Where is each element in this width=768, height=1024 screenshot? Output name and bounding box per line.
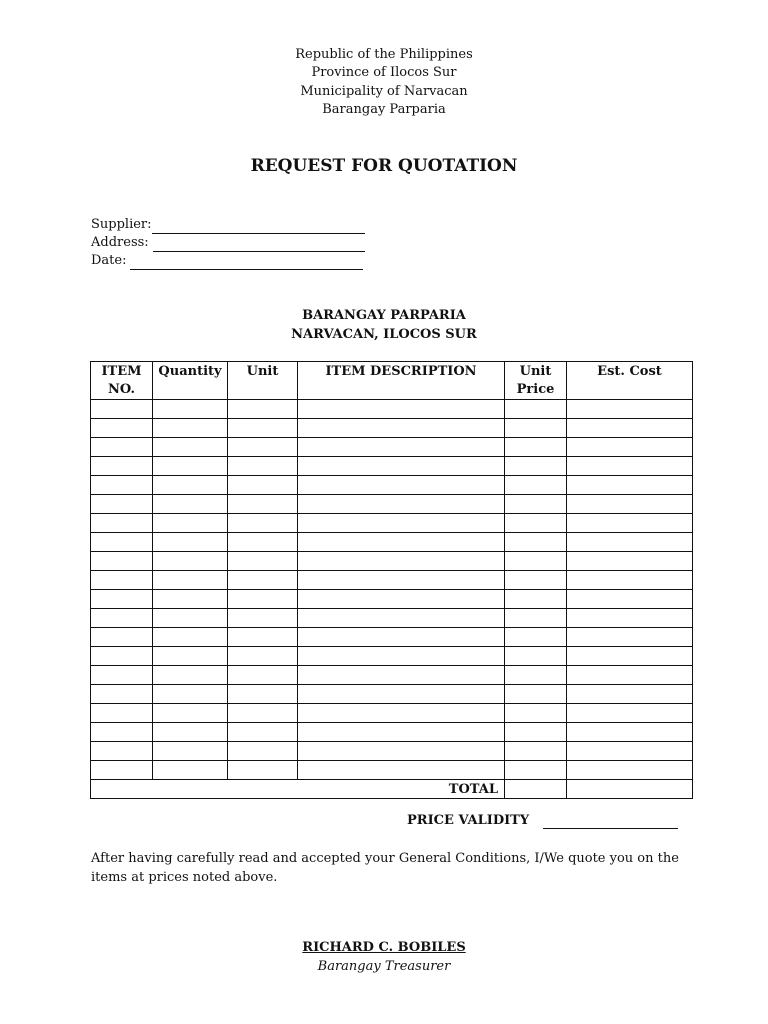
table-row [91, 761, 693, 780]
item-description-cell[interactable] [298, 438, 505, 457]
est-cost-cell[interactable] [567, 438, 693, 457]
unit-price-cell[interactable] [505, 761, 567, 780]
table-row [91, 533, 693, 552]
item-no-cell[interactable] [91, 552, 153, 571]
est-cost-cell[interactable] [567, 419, 693, 438]
table-row [91, 628, 693, 647]
table-row [91, 400, 693, 419]
item-description-cell[interactable] [298, 571, 505, 590]
unit-price-cell[interactable] [505, 590, 567, 609]
est-cost-cell[interactable] [567, 628, 693, 647]
quantity-cell[interactable] [153, 457, 228, 476]
item-no-cell[interactable] [91, 628, 153, 647]
est-cost-cell[interactable] [567, 723, 693, 742]
unit-cell[interactable] [228, 628, 298, 647]
item-description-cell[interactable] [298, 533, 505, 552]
address-line [153, 237, 365, 252]
item-no-cell[interactable] [91, 666, 153, 685]
supplier-label: Supplier: [91, 217, 152, 232]
unit-cell[interactable] [228, 533, 298, 552]
quantity-cell[interactable] [153, 761, 228, 780]
quantity-cell[interactable] [153, 438, 228, 457]
item-description-cell[interactable] [298, 609, 505, 628]
table-row [91, 609, 693, 628]
est-cost-cell[interactable] [567, 761, 693, 780]
item-no-cell[interactable] [91, 723, 153, 742]
table-row [91, 685, 693, 704]
item-description-cell[interactable] [298, 742, 505, 761]
unit-price-cell[interactable] [505, 704, 567, 723]
item-description-cell[interactable] [298, 647, 505, 666]
est-cost-cell[interactable] [567, 590, 693, 609]
item-no-cell[interactable] [91, 685, 153, 704]
item-no-cell[interactable] [91, 742, 153, 761]
est-cost-cell[interactable] [567, 666, 693, 685]
table-row [91, 495, 693, 514]
unit-cell[interactable] [228, 742, 298, 761]
signatory-title: Barangay Treasurer [317, 959, 451, 974]
est-cost-cell[interactable] [567, 704, 693, 723]
est-cost-cell[interactable] [567, 533, 693, 552]
item-no-cell[interactable] [91, 647, 153, 666]
unit-cell[interactable] [228, 457, 298, 476]
item-description-cell[interactable] [298, 552, 505, 571]
item-description-cell[interactable] [298, 761, 505, 780]
total-unit-price-cell[interactable] [505, 780, 567, 799]
address-label: Address: [91, 235, 149, 250]
unit-price-cell[interactable] [505, 495, 567, 514]
quantity-cell[interactable] [153, 514, 228, 533]
quantity-cell[interactable] [153, 685, 228, 704]
quantity-cell[interactable] [153, 476, 228, 495]
unit-price-cell[interactable] [505, 628, 567, 647]
table-row [91, 704, 693, 723]
table-row [91, 666, 693, 685]
est-cost-cell[interactable] [567, 514, 693, 533]
barangay-heading-line2: NARVACAN, ILOCOS SUR [291, 327, 477, 342]
item-no-cell[interactable] [91, 457, 153, 476]
unit-price-cell[interactable] [505, 400, 567, 419]
item-description-cell[interactable] [298, 514, 505, 533]
unit-price-cell[interactable] [505, 552, 567, 571]
unit-price-cell[interactable] [505, 419, 567, 438]
total-row [91, 780, 693, 799]
unit-cell[interactable] [228, 704, 298, 723]
item-description-cell[interactable] [298, 723, 505, 742]
quantity-cell[interactable] [153, 590, 228, 609]
est-cost-cell[interactable] [567, 685, 693, 704]
table-row [91, 419, 693, 438]
quantity-cell[interactable] [153, 552, 228, 571]
col-header-item-description: ITEM DESCRIPTION [298, 362, 505, 400]
est-cost-cell[interactable] [567, 609, 693, 628]
item-description-cell[interactable] [298, 457, 505, 476]
total-est-cost-cell[interactable] [567, 780, 693, 799]
unit-cell[interactable] [228, 647, 298, 666]
est-cost-cell[interactable] [567, 571, 693, 590]
unit-cell[interactable] [228, 552, 298, 571]
col-header-quantity: Quantity [153, 362, 228, 400]
unit-cell[interactable] [228, 514, 298, 533]
table-row [91, 647, 693, 666]
table-row [91, 590, 693, 609]
est-cost-cell[interactable] [567, 457, 693, 476]
item-description-cell[interactable] [298, 685, 505, 704]
unit-cell[interactable] [228, 590, 298, 609]
item-no-cell[interactable] [91, 495, 153, 514]
unit-price-cell[interactable] [505, 723, 567, 742]
est-cost-cell[interactable] [567, 476, 693, 495]
item-no-cell[interactable] [91, 476, 153, 495]
est-cost-cell[interactable] [567, 400, 693, 419]
quantity-cell[interactable] [153, 647, 228, 666]
unit-cell[interactable] [228, 761, 298, 780]
acceptance-paragraph: After having carefully read and accepted your General Conditions, I/We quote you on the items at prices noted above. [91, 851, 679, 885]
quantity-cell[interactable] [153, 704, 228, 723]
item-no-cell[interactable] [91, 704, 153, 723]
unit-price-cell[interactable] [505, 457, 567, 476]
item-no-cell[interactable] [91, 571, 153, 590]
item-description-cell[interactable] [298, 495, 505, 514]
col-header-unit: Unit [228, 362, 298, 400]
item-description-cell[interactable] [298, 628, 505, 647]
item-description-cell[interactable] [298, 704, 505, 723]
signatory-name: RICHARD C. BOBILES [302, 940, 466, 955]
table-row [91, 514, 693, 533]
header-line-republic: Republic of the Philippines [295, 47, 473, 62]
est-cost-cell[interactable] [567, 552, 693, 571]
price-validity-label: PRICE VALIDITY [407, 813, 530, 828]
unit-cell[interactable] [228, 723, 298, 742]
quantity-cell[interactable] [153, 419, 228, 438]
unit-price-cell[interactable] [505, 647, 567, 666]
table-row [91, 723, 693, 742]
table-row [91, 438, 693, 457]
date-line [130, 255, 363, 270]
item-no-cell[interactable] [91, 533, 153, 552]
unit-price-cell[interactable] [505, 666, 567, 685]
unit-price-cell[interactable] [505, 533, 567, 552]
table-header-row [91, 362, 693, 400]
table-row [91, 476, 693, 495]
item-no-cell[interactable] [91, 400, 153, 419]
item-no-cell[interactable] [91, 514, 153, 533]
item-no-cell[interactable] [91, 419, 153, 438]
unit-price-cell[interactable] [505, 514, 567, 533]
item-no-cell[interactable] [91, 761, 153, 780]
quantity-cell[interactable] [153, 609, 228, 628]
unit-cell[interactable] [228, 476, 298, 495]
header-line-barangay: Barangay Parparia [322, 102, 446, 117]
col-header-unit-price: Unit Price [505, 362, 567, 400]
quantity-cell[interactable] [153, 400, 228, 419]
unit-price-cell[interactable] [505, 476, 567, 495]
unit-cell[interactable] [228, 419, 298, 438]
quantity-cell[interactable] [153, 723, 228, 742]
unit-price-cell[interactable] [505, 685, 567, 704]
item-description-cell[interactable] [298, 590, 505, 609]
header-line-province: Province of Ilocos Sur [311, 65, 457, 80]
date-label: Date: [91, 253, 127, 268]
quantity-cell[interactable] [153, 571, 228, 590]
header-line-municipality: Municipality of Narvacan [300, 84, 468, 99]
item-no-cell[interactable] [91, 590, 153, 609]
table-row [91, 742, 693, 761]
item-description-cell[interactable] [298, 666, 505, 685]
quantity-cell[interactable] [153, 666, 228, 685]
quantity-cell[interactable] [153, 533, 228, 552]
est-cost-cell[interactable] [567, 742, 693, 761]
unit-price-cell[interactable] [505, 438, 567, 457]
est-cost-cell[interactable] [567, 647, 693, 666]
unit-cell[interactable] [228, 685, 298, 704]
unit-cell[interactable] [228, 438, 298, 457]
unit-price-cell[interactable] [505, 609, 567, 628]
barangay-heading-line1: BARANGAY PARPARIA [302, 308, 466, 323]
table-body [91, 400, 693, 799]
item-description-cell[interactable] [298, 400, 505, 419]
unit-cell[interactable] [228, 571, 298, 590]
total-label: TOTAL [91, 780, 505, 799]
item-description-cell[interactable] [298, 476, 505, 495]
table-row [91, 552, 693, 571]
document-title: REQUEST FOR QUOTATION [250, 156, 518, 176]
col-header-est-cost: Est. Cost [567, 362, 693, 400]
quantity-cell[interactable] [153, 628, 228, 647]
unit-cell[interactable] [228, 609, 298, 628]
quotation-table [90, 361, 693, 799]
supplier-field [91, 216, 365, 234]
quantity-cell[interactable] [153, 742, 228, 761]
supplier-line [152, 219, 365, 234]
item-description-cell[interactable] [298, 419, 505, 438]
item-no-cell[interactable] [91, 609, 153, 628]
date-field [91, 252, 363, 270]
unit-price-cell[interactable] [505, 742, 567, 761]
unit-cell[interactable] [228, 400, 298, 419]
quantity-cell[interactable] [153, 495, 228, 514]
table-row [91, 571, 693, 590]
price-validity-line [543, 828, 678, 829]
est-cost-cell[interactable] [567, 495, 693, 514]
item-no-cell[interactable] [91, 438, 153, 457]
unit-cell[interactable] [228, 666, 298, 685]
table-row [91, 457, 693, 476]
unit-price-cell[interactable] [505, 571, 567, 590]
address-field [91, 234, 365, 252]
col-header-item-no: ITEM NO. [91, 362, 153, 400]
unit-cell[interactable] [228, 495, 298, 514]
